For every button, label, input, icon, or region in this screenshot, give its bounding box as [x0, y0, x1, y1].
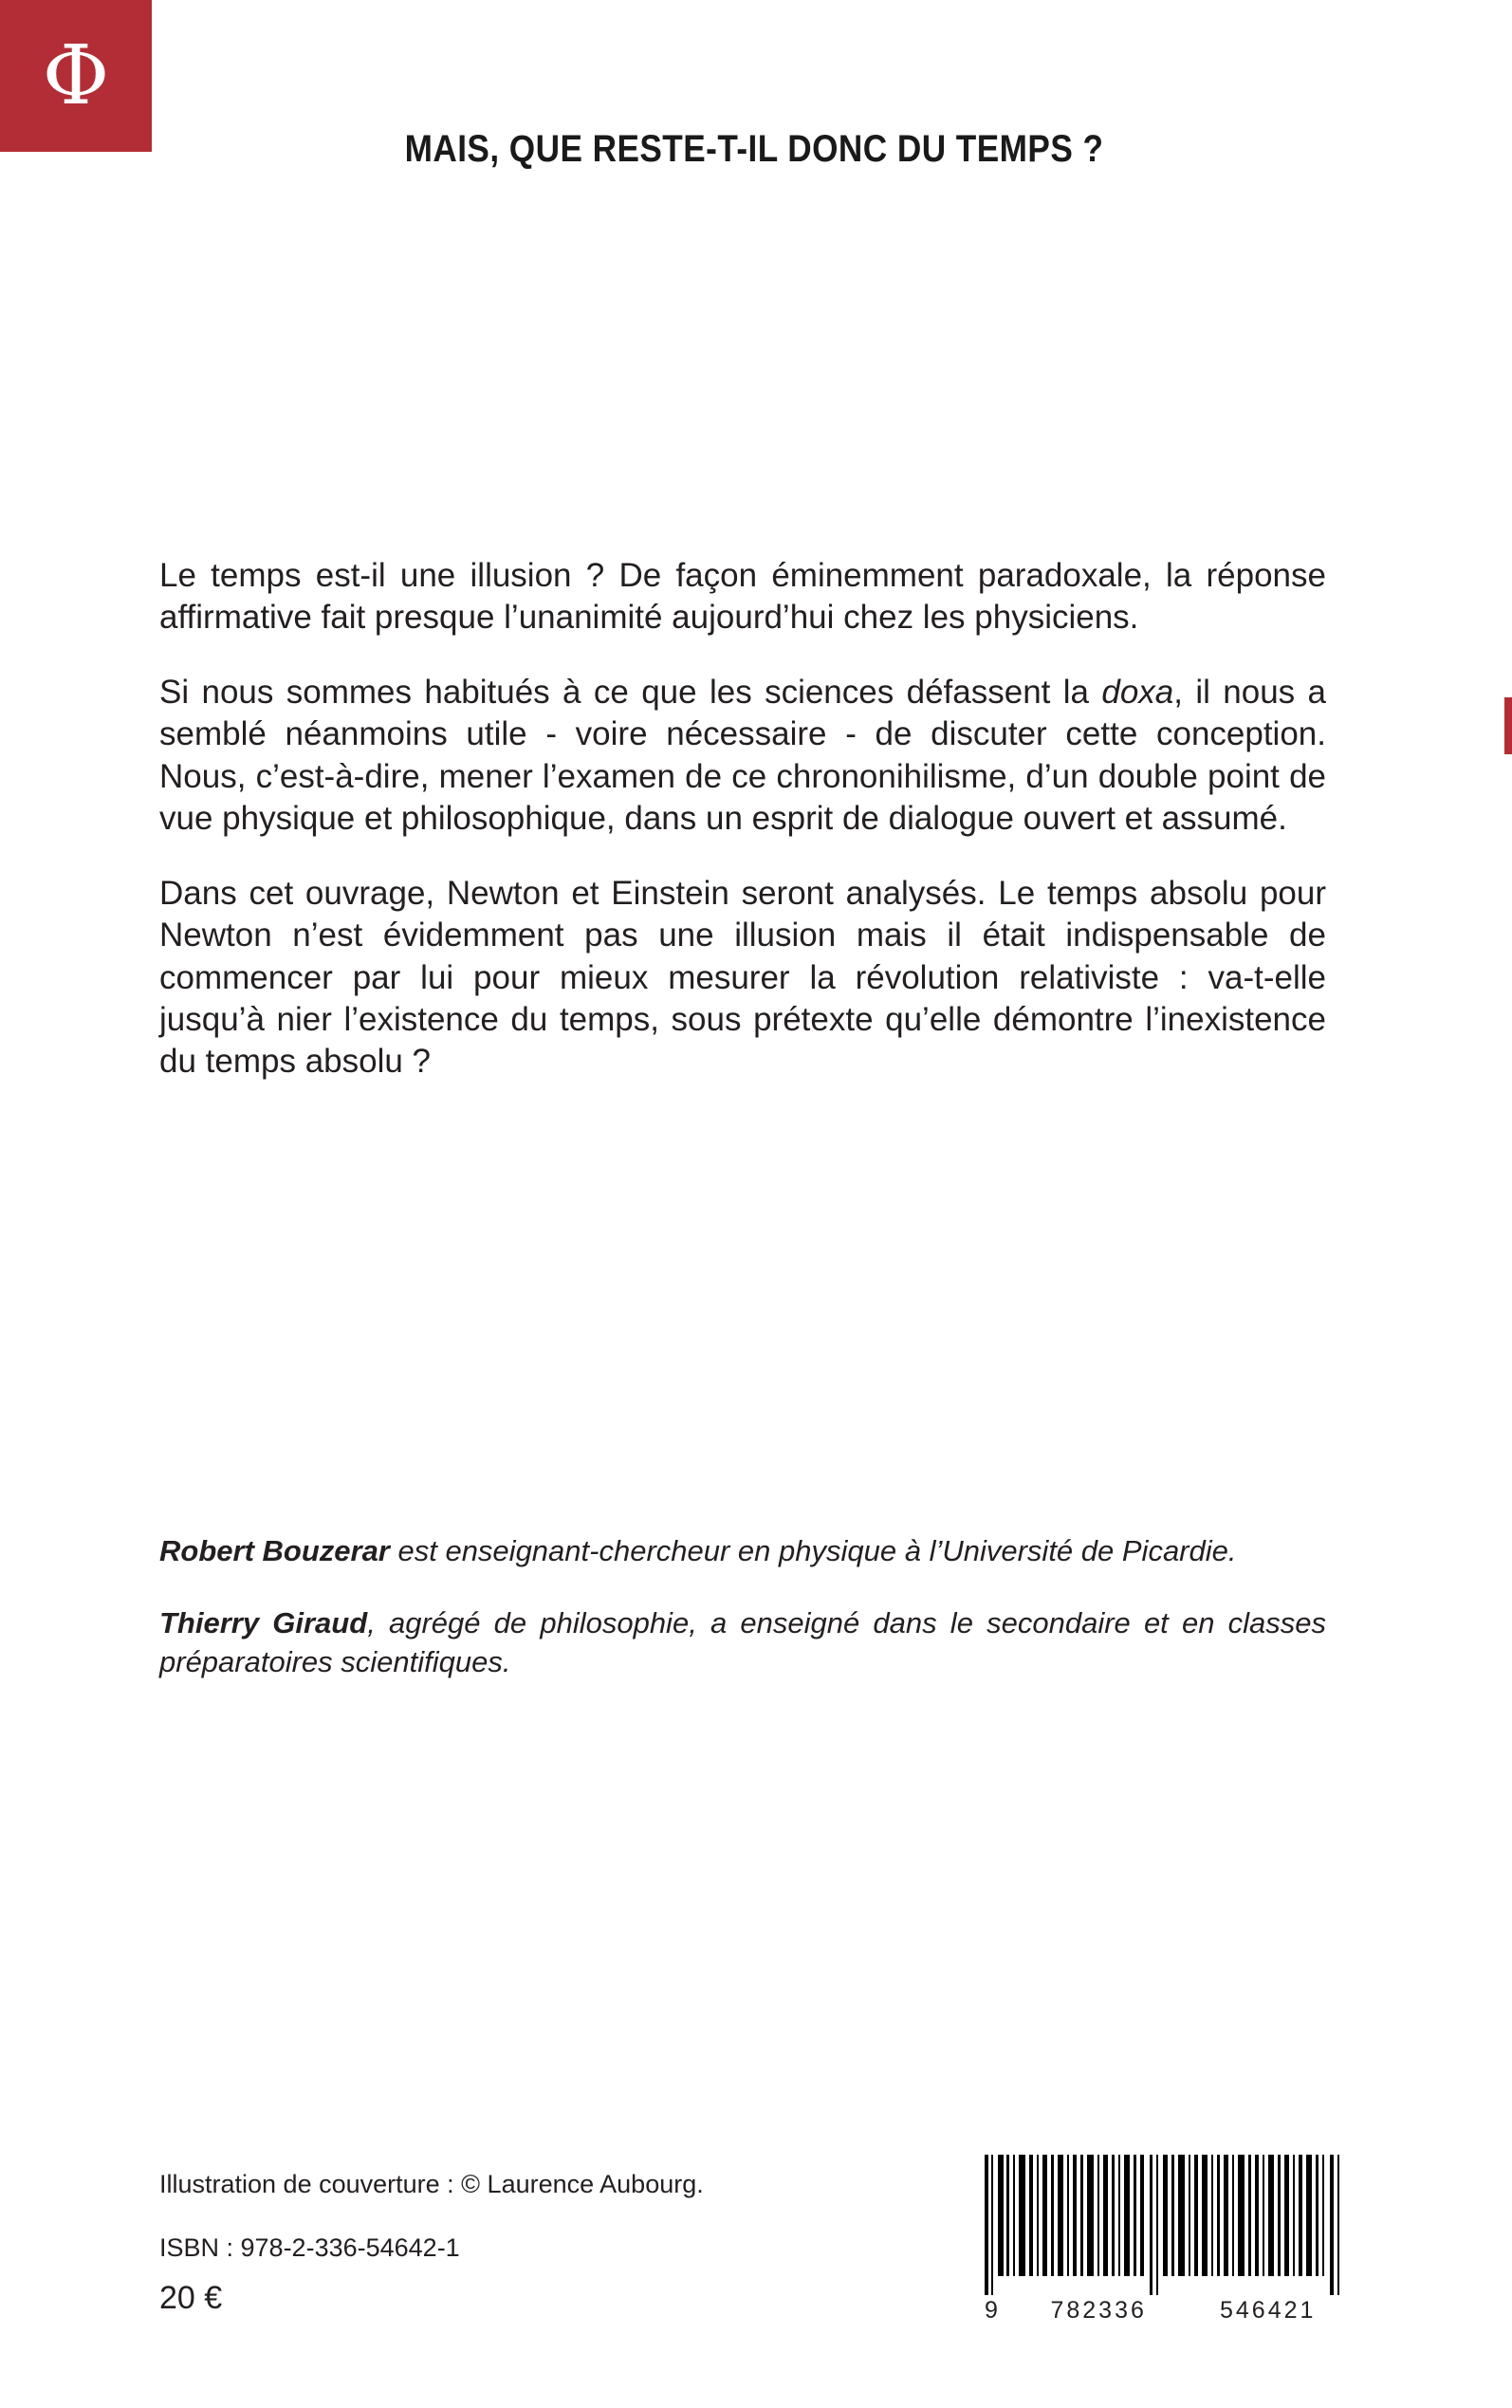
author-bio-text-2: , agrégé de philosophie, a enseigné dans le secondaire et en classes préparatoires scientifiques.	[159, 1606, 1327, 1678]
barcode	[983, 2155, 1353, 2325]
footer-info	[159, 2167, 918, 2317]
blurb-paragraph-2-italic: doxa	[1101, 673, 1174, 711]
cover-credit: Illustration de couverture : © Laurence Aubourg.	[159, 2169, 704, 2198]
blurb-text	[159, 555, 1326, 1084]
phi-icon: Φ	[42, 28, 110, 123]
blurb-paragraph-3: Dans cet ouvrage, Newton et Einstein seront analysés. Le temps absolu pour Newton n’est évidemment pas une illusion mais il était indispensable de commencer par lui pour mieux mesurer la révolution relativiste : va-t-elle jusqu’à nier l’existence du temps, sous prétexte qu’elle démontre l’inexistence du temps absolu ?	[159, 874, 1326, 1081]
price-text: 20 €	[159, 2280, 223, 2316]
author-name-1: Robert Bouzerar	[159, 1534, 390, 1567]
barcode-group-1: 782336	[1050, 2297, 1147, 2324]
barcode-group-2: 546421	[1220, 2297, 1317, 2324]
author-bio-2	[159, 1604, 1326, 1681]
barcode-lead-digit: 9	[985, 2297, 1001, 2324]
blurb-paragraph-1: Le temps est-il une illusion ? De façon éminemment paradoxale, la réponse affirmative fait presque l’unanimité aujourd’hui chez les physiciens.	[159, 557, 1326, 637]
author-bio-1	[159, 1532, 1326, 1570]
page-title: MAIS, QUE RESTE-T-IL DONC DU TEMPS ?	[404, 128, 1104, 170]
isbn-text: ISBN : 978-2-336-54642-1	[159, 2233, 460, 2262]
blurb-paragraph-2	[159, 672, 1326, 841]
author-bio-text-1: est enseignant-chercheur en physique à l’Université de Picardie.	[389, 1534, 1237, 1567]
spine-edge-mark	[1504, 697, 1512, 754]
barcode-bars-icon	[983, 2155, 1353, 2295]
barcode-digits	[983, 2297, 1353, 2325]
publisher-logo	[0, 0, 152, 152]
author-bios	[159, 1532, 1326, 1681]
blurb-paragraph-2-part-1: Si nous sommes habitués à ce que les sciences défassent la	[159, 673, 1102, 711]
author-name-2: Thierry Giraud	[159, 1606, 368, 1640]
blurb-paragraph-2-part-2: , il nous a semblé néanmoins utile - voire nécessaire - de discuter cette conception. Nous, c’est-à-dire, mener l’examen de ce chrononihilisme, d’un double point de vue physique et philosophique, dans un esprit de dialogue ouvert et assumé.	[159, 673, 1326, 838]
